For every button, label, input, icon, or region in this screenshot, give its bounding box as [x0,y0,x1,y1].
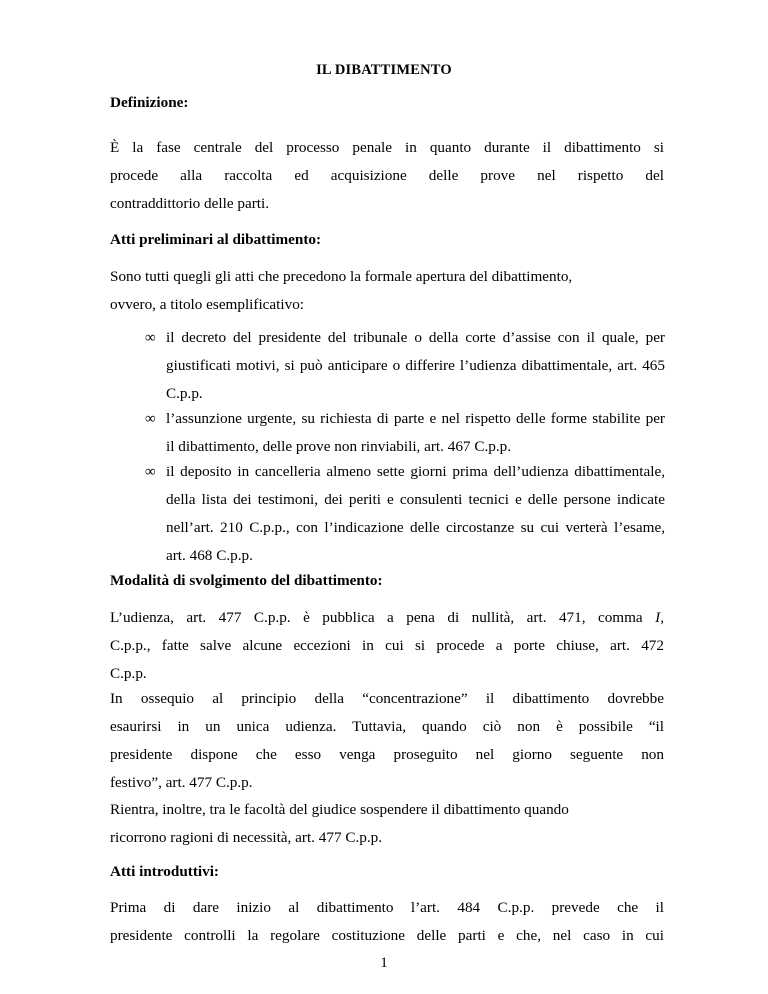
text-line: contraddittorio delle parti. [110,195,269,212]
section-heading: Definizione: [110,94,189,111]
text-line: art. 468 C.p.p. [166,547,253,564]
text-line: l’assunzione urgente, su richiesta di parte e nel rispetto delle forme stabilite per [166,410,665,427]
section-heading: Atti preliminari al dibattimento: [110,231,322,248]
text-line: L’udienza, art. 477 C.p.p. è pubblica a pena di nullità, art. 471, comma I, [110,609,664,626]
atti-preliminari-intro [110,263,664,319]
text-line: giustificati motivi, si può anticipare o differire l’udienza dibattimentale, art. 465 [166,357,665,374]
text-line: ovvero, a titolo esemplificativo: [110,296,305,313]
text-line: il deposito in cancelleria almeno sette giorni prima dell’udienza dibattimentale, [166,463,665,480]
text-line: presidente dispone che esso venga proseguito nel giorno seguente non [110,746,664,763]
text-line: Rientra, inoltre, tra le facoltà del giudice sospendere il dibattimento quando [110,801,569,818]
text-line: esaurirsi in un unica udienza. Tuttavia, quando ciò non è possibile “il [110,718,664,735]
section-heading: Atti introduttivi: [110,863,219,880]
bullet-icon: ∞ [145,411,156,427]
text-line: ricorrono ragioni di necessità, art. 477 C.p.p. [110,829,383,846]
document-title: IL DIBATTIMENTO [316,62,452,78]
list-item [145,405,665,461]
text-line: della lista dei testimoni, dei periti e consulenti tecnici e delle persone indicate [166,491,665,508]
text-line: C.p.p., fatte salve alcune eccezioni in cui si procede a porte chiuse, art. 472 [110,637,664,654]
section-heading: Modalità di svolgimento del dibattimento: [110,572,383,589]
text-line: Sono tutti quegli gli atti che precedono la formale apertura del dibattimento, [110,268,573,285]
list-item [145,324,665,408]
bullet-icon: ∞ [145,464,156,480]
bullet-icon: ∞ [145,330,156,346]
modalita-paragraph-1 [110,604,664,688]
modalita-paragraph-2 [110,685,664,797]
section-atti-introduttivi [110,862,664,882]
text-line: festivo”, art. 477 C.p.p. [110,774,253,791]
page-number: 1 [380,955,388,971]
text-line: nell’art. 210 C.p.p., con l’indicazione delle circostanze su cui verterà l’esame, [166,519,665,536]
text-line: il dibattimento, delle prove non rinviabili, art. 467 C.p.p. [166,438,512,455]
text-line: il decreto del presidente del tribunale o della corte d’assise con il quale, per [166,329,665,346]
text-line: presidente controlli la regolare costituzione delle parti e che, nel caso in cui [110,927,664,944]
text-line: C.p.p. [166,385,203,402]
section-modalita [110,571,664,591]
section-definizione [110,93,664,113]
text-line: procede alla raccolta ed acquisizione delle prove nel rispetto del [110,167,664,184]
modalita-paragraph-3 [110,796,664,852]
definizione-paragraph [110,134,664,218]
text-line: È la fase centrale del processo penale in quanto durante il dibattimento si [110,139,664,156]
text-line: In ossequio al principio della “concentrazione” il dibattimento dovrebbe [110,690,664,707]
text-line: Prima di dare inizio al dibattimento l’art. 484 C.p.p. prevede che il [110,899,664,916]
section-atti-preliminari [110,230,664,250]
text-line: C.p.p. [110,665,147,682]
atti-introduttivi-paragraph [110,894,664,950]
list-item [145,458,665,570]
